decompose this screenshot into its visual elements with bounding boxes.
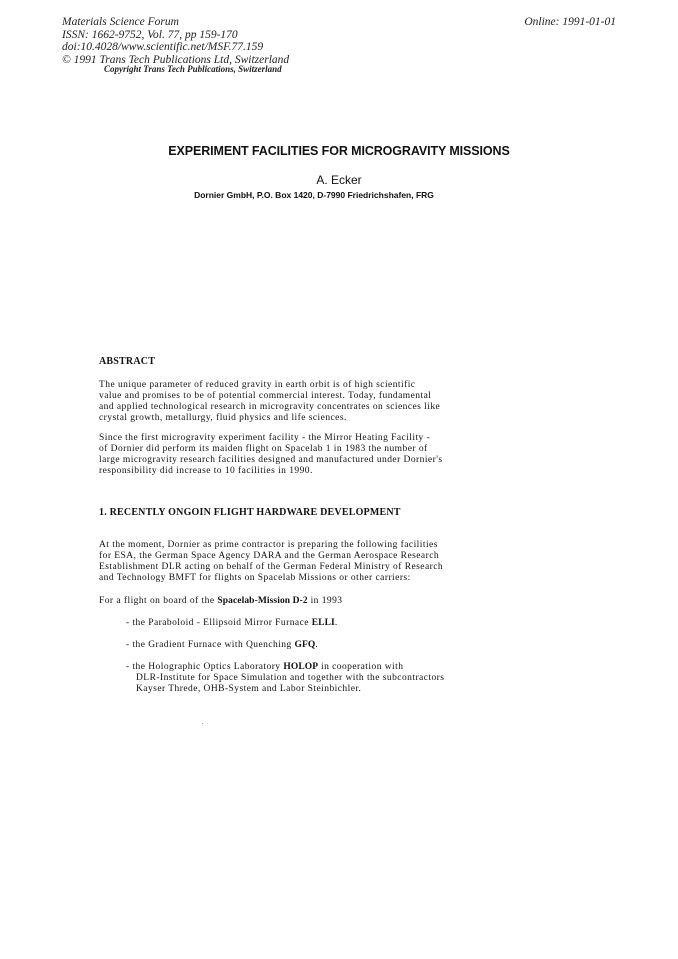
- text-line: and Technology BMFT for flights on Spacelab Missions or other carriers:: [99, 573, 411, 583]
- paper-title: EXPERIMENT FACILITIES FOR MICROGRAVITY MISSIONS: [168, 144, 510, 158]
- journal-name: Materials Science Forum: [62, 16, 179, 28]
- list-item: [126, 640, 318, 651]
- text-line: and applied technological research in microgravity concentrates on sciences like: [99, 402, 441, 412]
- text-line: crystal growth, metallurgy, fluid physics and life sciences.: [99, 413, 347, 423]
- text-line: responsibility did increase to 10 facilities in 1990.: [99, 466, 313, 476]
- bullet-text-tail: in cooperation with: [318, 662, 404, 672]
- period: .: [334, 618, 338, 628]
- abstract-paragraph-1: [99, 380, 559, 424]
- bullet-text: - the Paraboloid - Ellipsoid Mirror Furnace: [126, 618, 312, 628]
- scan-speck: [202, 723, 203, 724]
- text-line: for ESA, the German Space Agency DARA and the German Aerospace Research: [99, 551, 440, 561]
- bullet-text: - the Gradient Furnace with Quenching: [126, 640, 295, 650]
- section-1-heading: 1. RECENTLY ONGOIN FLIGHT HARDWARE DEVELOPMENT: [99, 507, 401, 518]
- flight-year: in 1993: [307, 596, 343, 606]
- list-item: [126, 618, 338, 629]
- bullet-continuation: Kayser Threde, OHB-System and Labor Steinbichler.: [136, 684, 362, 694]
- author-name: A. Ecker: [316, 173, 362, 187]
- period: .: [315, 640, 319, 650]
- flight-intro-text: For a flight on board of the: [99, 596, 218, 606]
- text-line: value and promises to be of potential commercial interest. Today, fundamental: [99, 391, 432, 401]
- bullet-text: - the Holographic Optics Laboratory: [126, 662, 284, 672]
- author-affiliation: Dornier GmbH, P.O. Box 1420, D-7990 Friedrichshafen, FRG: [194, 190, 434, 200]
- text-line: At the moment, Dornier as prime contractor is preparing the following facilities: [99, 540, 438, 550]
- abstract-heading: ABSTRACT: [99, 356, 156, 367]
- abstract-paragraph-2: [99, 433, 559, 477]
- mission-name: Spacelab-Mission D-2: [217, 596, 308, 606]
- section-1-paragraph: [99, 540, 559, 584]
- text-line: large microgravity research facilities designed and manufactured under Dornier's: [99, 455, 443, 465]
- facility-name: HOLOP: [283, 662, 319, 672]
- text-line: of Dornier did perform its maiden flight on Spacelab 1 in 1983 the number of: [99, 444, 428, 454]
- text-line: The unique parameter of reduced gravity in earth orbit is of high scientific: [99, 380, 416, 390]
- doi-line: doi:10.4028/www.scientific.net/MSF.77.159: [62, 41, 264, 53]
- facility-name: GFQ: [294, 640, 316, 650]
- copyright-stamp: Copyright Trans Tech Publications, Switzerland: [104, 64, 282, 74]
- list-item: [126, 662, 444, 695]
- copyright-line: © 1991 Trans Tech Publications Ltd, Switzerland: [62, 53, 290, 66]
- facility-name: ELLI: [311, 618, 335, 628]
- issn-line: ISSN: 1662-9752, Vol. 77, pp 159-170: [62, 28, 238, 41]
- publication-header: [62, 16, 289, 66]
- online-date: Online: 1991-01-01: [524, 16, 616, 28]
- bullet-continuation: DLR-Institute for Space Simulation and together with the subcontractors: [136, 673, 445, 683]
- flight-intro: [99, 596, 559, 607]
- text-line: Since the first microgravity experiment facility - the Mirror Heating Facility -: [99, 433, 431, 443]
- text-line: Establishment DLR acting on behalf of the German Federal Ministry of Research: [99, 562, 444, 572]
